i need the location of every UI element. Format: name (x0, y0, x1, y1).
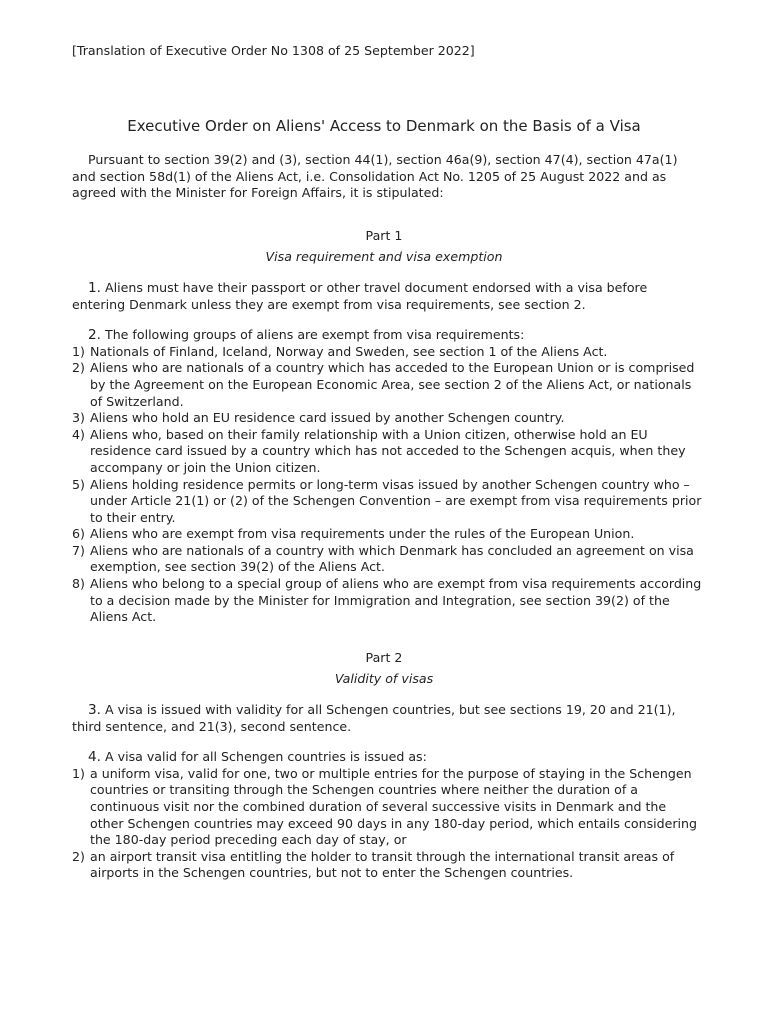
item-text: Aliens who, based on their family relationship with a Union citizen, otherwise hold an EU residence card issued by a country which has not acceded to the Schengen acquis, when they accompany or join the Union citizen. (90, 426, 686, 475)
section-3-paragraph (72, 702, 702, 735)
list-item (72, 344, 702, 361)
section-text: A visa is issued with validity for all Schengen countries, but see sections 19, 20 and 21(1), third sentence, and 21(3), second sentence. (72, 702, 676, 734)
item-number: 2) (72, 848, 85, 864)
item-text: Nationals of Finland, Iceland, Norway and Sweden, see section 1 of the Aliens Act. (90, 343, 608, 359)
list-item (72, 477, 702, 527)
part-1-heading: Part 1 (365, 227, 403, 243)
list-item (72, 427, 702, 477)
list-item (72, 360, 702, 410)
section-number: 3. (88, 702, 101, 719)
document-title: Executive Order on Aliens' Access to Denmark on the Basis of a Visa (127, 117, 641, 135)
translation-note: [Translation of Executive Order No 1308 of 25 September 2022] (72, 43, 475, 58)
item-number: 7) (72, 542, 85, 558)
section-4 (72, 749, 702, 882)
section-number: 4. (88, 749, 101, 766)
section-2-list (72, 344, 702, 626)
item-number: 2) (72, 360, 85, 376)
part-1-subtitle: Visa requirement and visa exemption (265, 249, 503, 265)
section-number: 1. (88, 279, 101, 296)
item-text: an airport transit visa entitling the holder to transit through the international transit areas of airports in the Schengen countries, but not to enter the Schengen countries. (90, 848, 675, 881)
section-1-paragraph (72, 280, 702, 313)
section-1 (72, 280, 702, 313)
section-text: The following groups of aliens are exempt from visa requirements: (105, 327, 525, 343)
list-item (72, 526, 702, 543)
item-number: 1) (72, 343, 85, 359)
item-number: 8) (72, 576, 85, 592)
part-2-heading: Part 2 (365, 649, 403, 665)
preamble: Pursuant to section 39(2) and (3), section 44(1), section 46a(9), section 47(4), section 47a(1) and section 58d(1) of the Aliens Act, i.e. Consolidation Act No. 1205 of 25 August 2022 and as agreed with the Minister for Foreign Affairs, it is stipulated: (72, 152, 678, 201)
item-text: Aliens holding residence permits or long-term visas issued by another Schengen country who – under Article 21(1) or (2) of the Schengen Convention – are exempt from visa requirements prior to their entry. (90, 476, 702, 525)
list-item (72, 410, 702, 427)
item-number: 5) (72, 476, 85, 492)
item-text: Aliens who are nationals of a country with which Denmark has concluded an agreement on visa exemption, see section 39(2) of the Aliens Act. (90, 542, 694, 575)
item-text: Aliens who belong to a special group of aliens who are exempt from visa requirements according to a decision made by the Minister for Immigration and Integration, see section 39(2) of the Aliens Act. (90, 576, 702, 625)
document-page (72, 42, 702, 882)
item-text: a uniform visa, valid for one, two or multiple entries for the purpose of staying in the Schengen countries or transiting through the Schengen countries where neither the duration of a continuous visit nor the combined duration of several successive visits in Denmark and the other Schengen countries may exceed 90 days in any 180-day period, which entails considering the 180-day period preceding each day of stay, or (90, 765, 698, 848)
section-number: 2. (88, 327, 101, 344)
item-number: 3) (72, 410, 85, 426)
item-number: 4) (72, 426, 85, 442)
list-item (72, 543, 702, 576)
section-2 (72, 327, 702, 626)
section-text: A visa valid for all Schengen countries is issued as: (105, 749, 427, 765)
part-2-subtitle: Validity of visas (334, 671, 434, 687)
section-3 (72, 702, 702, 735)
section-4-list (72, 766, 702, 882)
list-item (72, 849, 702, 882)
list-item (72, 766, 702, 849)
item-text: Aliens who are exempt from visa requirements under the rules of the European Union. (90, 526, 635, 542)
list-item (72, 576, 702, 626)
section-2-paragraph (72, 327, 702, 344)
section-text: Aliens must have their passport or other travel document endorsed with a visa before entering Denmark unless they are exempt from visa requirements, see section 2. (72, 279, 648, 312)
item-text: Aliens who hold an EU residence card issued by another Schengen country. (90, 410, 565, 426)
section-4-paragraph (72, 749, 702, 766)
item-number: 1) (72, 765, 85, 781)
item-number: 6) (72, 526, 85, 542)
item-text: Aliens who are nationals of a country which has acceded to the European Union or is comprised by the Agreement on the European Economic Area, see section 2 of the Aliens Act, or nationals of Switzerland. (90, 360, 695, 409)
